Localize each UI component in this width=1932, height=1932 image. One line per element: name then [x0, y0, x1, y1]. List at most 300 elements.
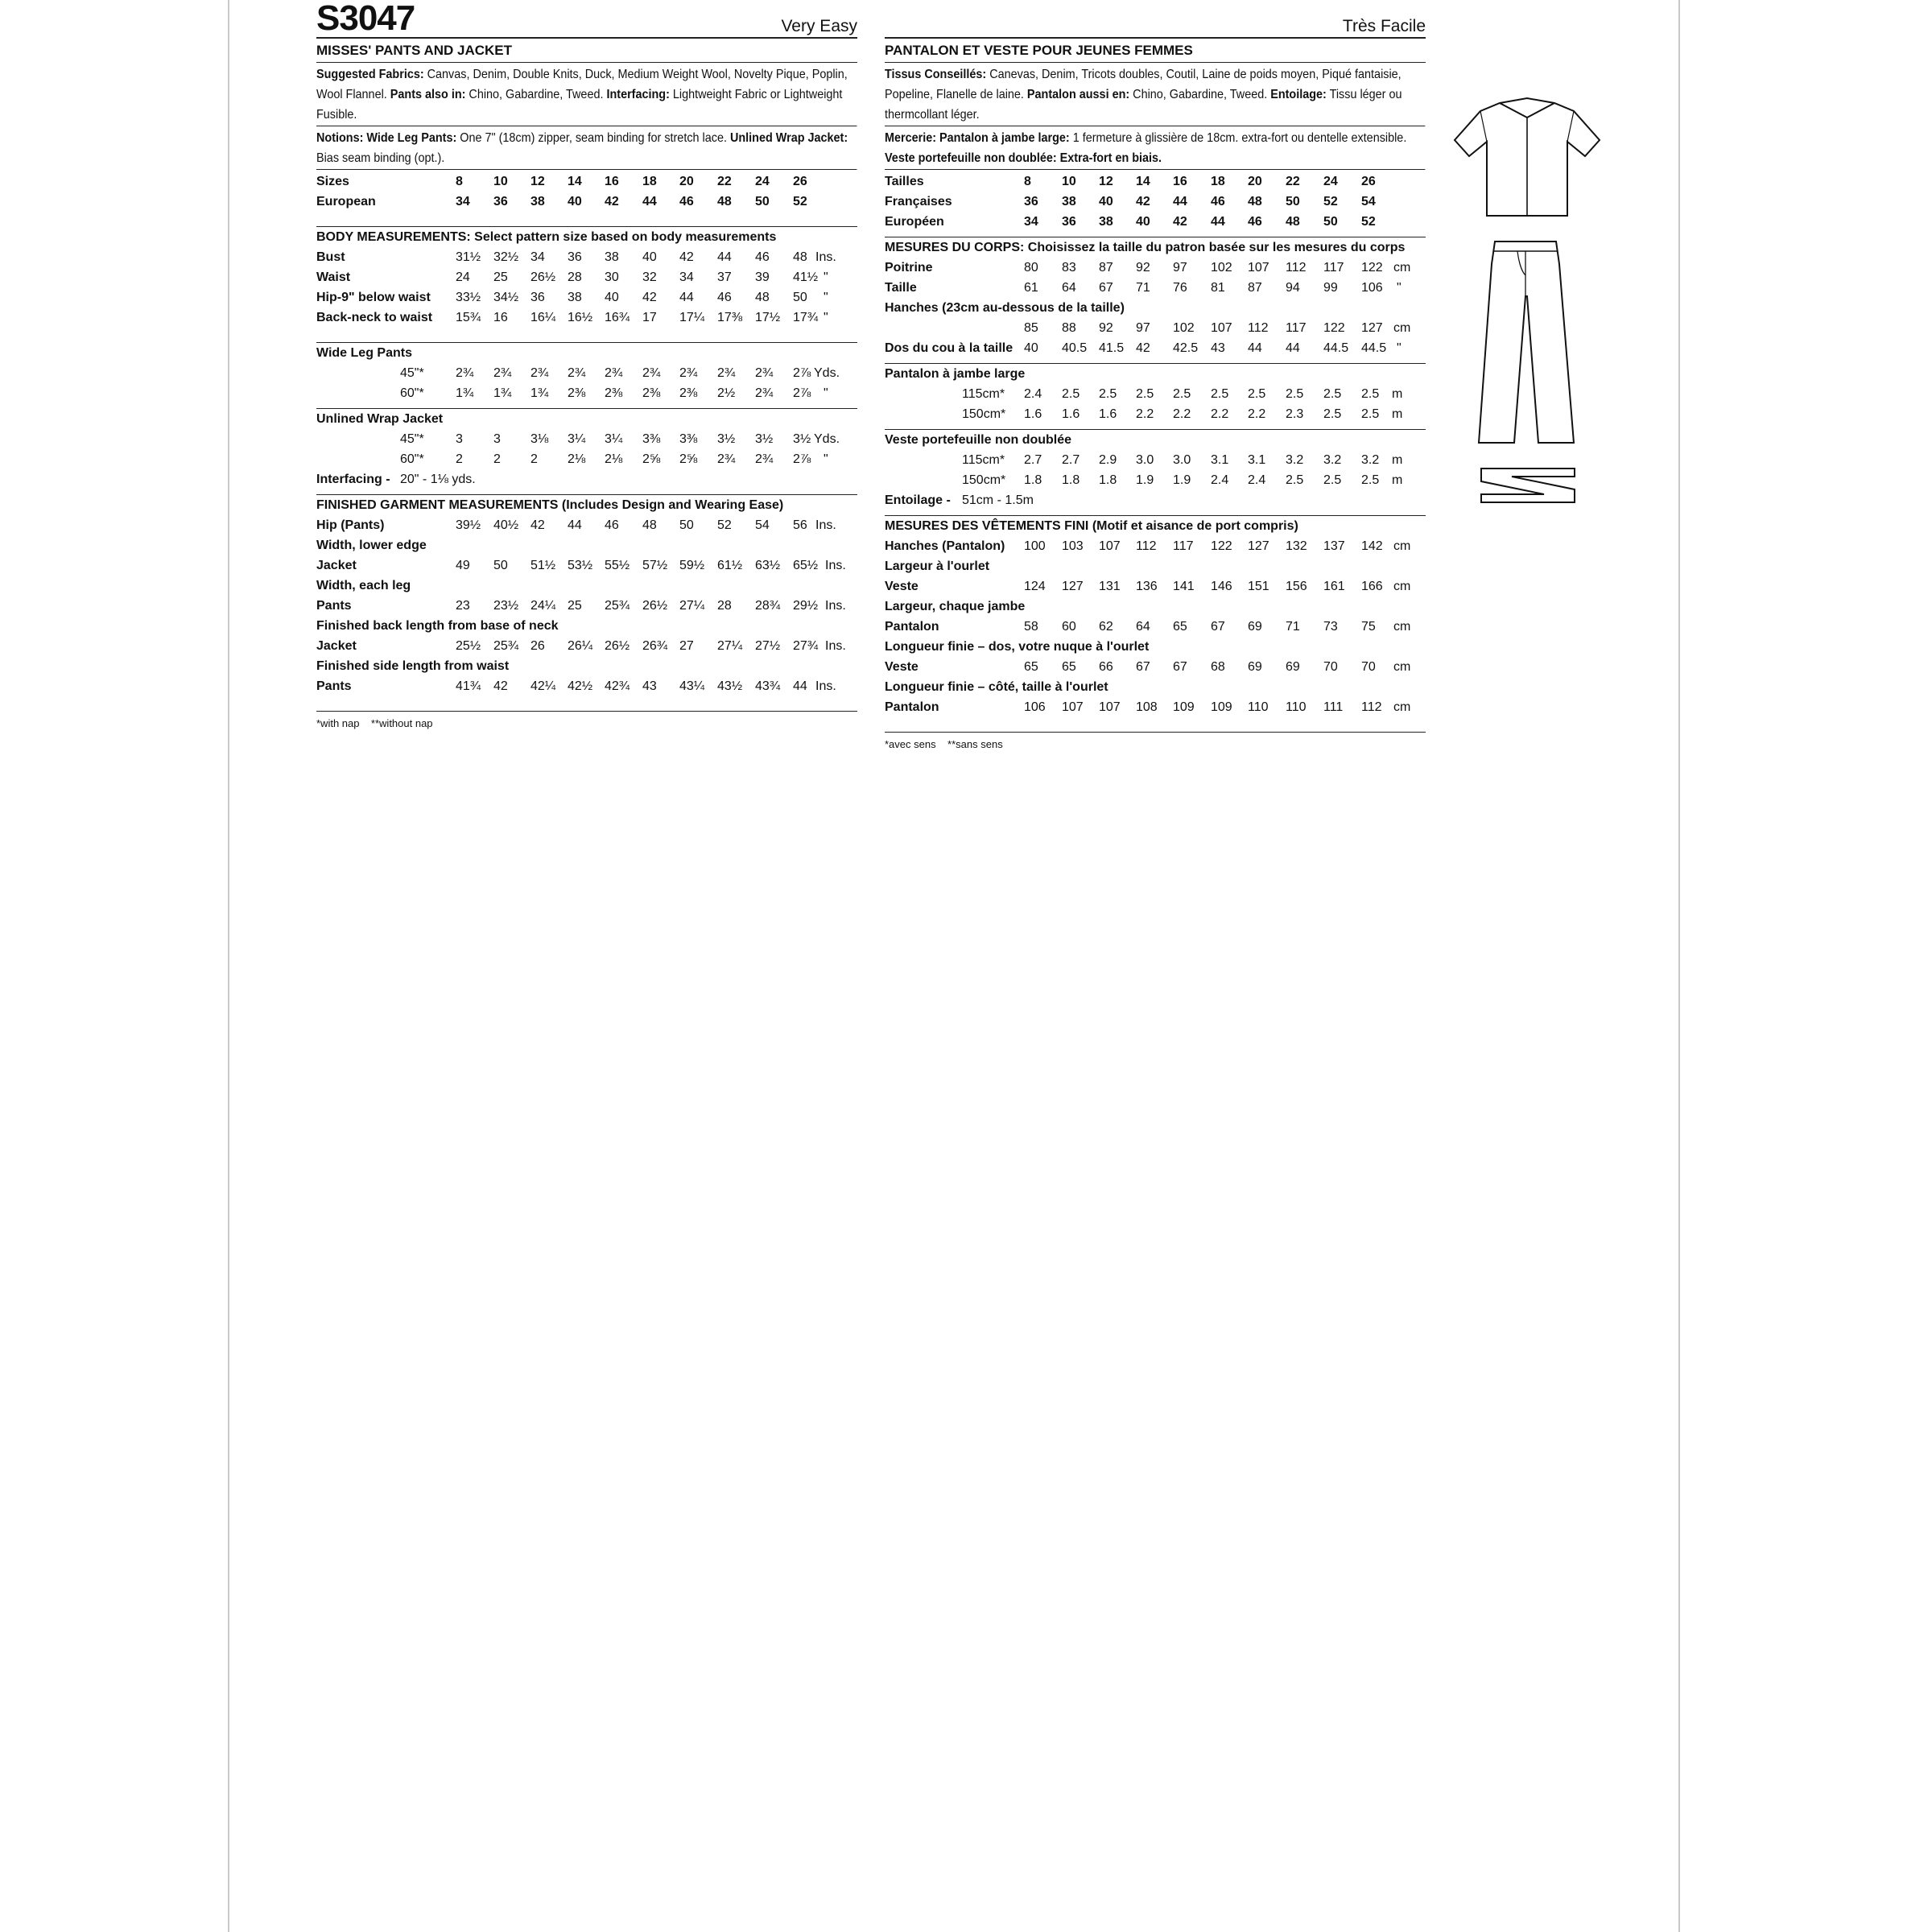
table-cell: 52 [793, 195, 807, 208]
table-cell: 17⅜ [717, 311, 743, 324]
table-cell: 92 [1136, 261, 1150, 275]
table-cell: 52 [1361, 215, 1376, 229]
table-cell: 38 [568, 291, 582, 304]
table-cell: 17½ [755, 311, 781, 324]
subheading-row [316, 616, 857, 636]
subheading-row [885, 298, 1426, 318]
pants-length-row [316, 676, 857, 696]
row-label: 45"* [400, 432, 424, 446]
unit-label: Ins. [815, 679, 836, 693]
table-cell: 70 [1361, 660, 1376, 674]
table-cell: 48 [755, 291, 770, 304]
english-body-measurements [316, 227, 857, 343]
table-cell: 31½ [456, 250, 481, 264]
table-cell: 56 [793, 518, 807, 532]
row-label: Finished side length from waist [316, 659, 510, 673]
table-cell: 27¼ [717, 639, 743, 653]
table-cell: 24¼ [530, 599, 556, 613]
table-cell: 23½ [493, 599, 519, 613]
table-cell: 42 [1136, 341, 1150, 355]
table-cell: 51cm - 1.5m [962, 493, 1034, 507]
table-cell: 2¾ [493, 366, 512, 380]
row-label: Veste [885, 660, 919, 674]
row-label: European [316, 195, 376, 208]
jacket-length-row [316, 636, 857, 656]
table-cell: 117 [1173, 539, 1194, 553]
unit-label: cm [1393, 660, 1411, 674]
french-body-measurements [885, 237, 1426, 364]
table-cell: 1.9 [1136, 473, 1154, 487]
table-cell: 1.6 [1099, 407, 1117, 421]
table-cell: 2 [493, 452, 501, 466]
table-cell: 26 [530, 639, 545, 653]
table-cell: 99 [1323, 281, 1338, 295]
sizes-row [316, 171, 857, 192]
table-cell: 2⅜ [679, 386, 698, 400]
row-label: 150cm* [962, 407, 1006, 421]
table-cell: 2¾ [755, 452, 774, 466]
unit-label: cm [1393, 620, 1411, 634]
table-cell: 25¾ [493, 639, 519, 653]
table-cell: 40 [1024, 341, 1038, 355]
table-cell: 106 [1361, 281, 1383, 295]
french-title: PANTALON ET VESTE POUR JEUNES FEMMES [885, 39, 1426, 63]
table-cell: 88 [1062, 321, 1076, 335]
table-cell: 16 [493, 311, 508, 324]
table-cell: 2¾ [717, 366, 736, 380]
table-cell: 3.1 [1211, 453, 1229, 467]
table-cell: 76 [1173, 281, 1187, 295]
yardage-45-row [316, 363, 857, 383]
table-cell: 44 [1286, 341, 1300, 355]
table-cell: 16¼ [530, 311, 556, 324]
waist-row [316, 267, 857, 287]
row-label: Longueur finie – dos, votre nuque à l'ourlet [885, 640, 1150, 654]
table-cell: 2.3 [1286, 407, 1304, 421]
subheading-row [885, 556, 1426, 576]
english-column [316, 0, 857, 731]
table-cell: 3.0 [1136, 453, 1154, 467]
mesures-corps-heading: MESURES DU CORPS: Choisissez la taille du patron basée sur les mesures du corps [885, 241, 1406, 254]
table-cell: 40 [642, 250, 657, 264]
unit-label: Ins. [815, 518, 836, 532]
table-cell: 2⅛ [568, 452, 586, 466]
table-cell: 46 [717, 291, 732, 304]
table-cell: 24 [456, 270, 470, 284]
table-cell: 87 [1248, 281, 1262, 295]
table-cell: 38 [530, 195, 545, 208]
table-cell: 16 [605, 175, 619, 188]
jacket-illustration [1453, 95, 1602, 221]
pantalon-heading: Pantalon à jambe large [885, 367, 1026, 381]
table-cell: 2.5 [1286, 473, 1304, 487]
row-label: Hanches (Pantalon) [885, 539, 1005, 553]
english-footnote: *with nap **without nap [316, 717, 433, 729]
table-cell: 40 [605, 291, 619, 304]
table-cell: 38 [605, 250, 619, 264]
veste-heading: Veste portefeuille non doublée [885, 433, 1072, 447]
row-label: Interfacing - [316, 473, 390, 486]
table-cell: 48 [717, 195, 732, 208]
french-footnote: *avec sens **sans sens [885, 738, 1003, 750]
jacket-width-row [316, 555, 857, 576]
backneck-row [316, 308, 857, 328]
french-column [885, 0, 1426, 752]
table-cell: 2.5 [1323, 407, 1342, 421]
table-cell: 43¾ [755, 679, 781, 693]
table-cell: 97 [1136, 321, 1150, 335]
unit-label: m [1392, 407, 1403, 421]
table-cell: 70 [1323, 660, 1338, 674]
unit-label: " [824, 452, 828, 466]
unit-label: " [824, 270, 828, 284]
table-cell: 28 [568, 270, 582, 284]
english-size-table [316, 170, 857, 227]
table-cell: 18 [642, 175, 657, 188]
spacer [885, 717, 1426, 727]
table-cell: 34 [679, 270, 694, 284]
unit-label: Yds. [814, 432, 840, 446]
subheading-row [316, 535, 857, 555]
table-cell: 122 [1211, 539, 1232, 553]
table-cell: 124 [1024, 580, 1046, 593]
unit-label: cm [1393, 539, 1411, 553]
table-cell: 117 [1286, 321, 1307, 335]
table-cell: 44 [717, 250, 732, 264]
table-cell: 26 [1361, 175, 1376, 188]
hip-row [316, 287, 857, 308]
metrage-115-row [885, 384, 1426, 404]
pants-illustration [1476, 240, 1577, 446]
table-cell: 41½ [793, 270, 819, 284]
row-label: Back-neck to waist [316, 311, 433, 324]
table-cell: 3½ [717, 432, 736, 446]
pattern-code: S3047 [316, 0, 415, 38]
table-cell: 18 [1211, 175, 1225, 188]
row-label: Pantalon [885, 700, 939, 714]
table-cell: 50 [793, 291, 807, 304]
table-cell: 2⅞ [793, 452, 811, 466]
table-cell: 2.2 [1173, 407, 1191, 421]
table-cell: 83 [1062, 261, 1076, 275]
table-cell: 25¾ [605, 599, 630, 613]
table-cell: 50 [1323, 215, 1338, 229]
table-cell: 64 [1062, 281, 1076, 295]
row-label: Sizes [316, 175, 349, 188]
row-label: Bust [316, 250, 345, 264]
table-cell: 39 [755, 270, 770, 284]
table-cell: 1.9 [1173, 473, 1191, 487]
table-cell: 71 [1136, 281, 1150, 295]
table-cell: 8 [1024, 175, 1031, 188]
row-label: Finished back length from base of neck [316, 619, 559, 633]
table-cell: 50 [493, 559, 508, 572]
table-cell: 85 [1024, 321, 1038, 335]
poitrine-row [885, 258, 1426, 278]
table-cell: 3¼ [605, 432, 623, 446]
unit-label: " [1397, 281, 1402, 295]
yardage-60-row [316, 449, 857, 469]
row-label: 60"* [400, 452, 424, 466]
table-cell: 2.5 [1099, 387, 1117, 401]
table-cell: 112 [1361, 700, 1382, 714]
table-cell: 2⅛ [605, 452, 623, 466]
table-cell: 28 [717, 599, 732, 613]
table-cell: 142 [1361, 539, 1383, 553]
table-cell: 42 [530, 518, 545, 532]
pantalon-longueur-row [885, 697, 1426, 717]
table-cell: 2.2 [1136, 407, 1154, 421]
table-cell: 67 [1173, 660, 1187, 674]
table-cell: 32 [642, 270, 657, 284]
table-cell: 49 [456, 559, 470, 572]
table-cell: 107 [1099, 539, 1121, 553]
row-label: Européen [885, 215, 944, 229]
table-cell: 54 [755, 518, 770, 532]
table-cell: 68 [1211, 660, 1225, 674]
table-cell: 136 [1136, 580, 1158, 593]
table-cell: 2¾ [456, 366, 474, 380]
table-cell: 1¾ [456, 386, 474, 400]
table-cell: 2⅜ [605, 386, 623, 400]
unit-label: cm [1393, 321, 1411, 335]
row-label: Largeur, chaque jambe [885, 600, 1026, 613]
table-cell: 1¾ [493, 386, 512, 400]
table-cell: 14 [568, 175, 582, 188]
table-cell: 17¼ [679, 311, 705, 324]
row-label: Hip (Pants) [316, 518, 385, 532]
table-cell: 1.8 [1024, 473, 1042, 487]
french-finished-measurements [885, 516, 1426, 733]
unit-label: Ins. [825, 599, 846, 613]
table-cell: 12 [530, 175, 545, 188]
table-cell: 50 [1286, 195, 1300, 208]
row-label: Longueur finie – côté, taille à l'ourlet [885, 680, 1108, 694]
table-cell: 3 [456, 432, 463, 446]
unit-label: " [824, 311, 828, 324]
table-cell: 8 [456, 175, 463, 188]
table-cell: 52 [1323, 195, 1338, 208]
table-cell: 3½ [793, 432, 811, 446]
table-cell: 61 [1024, 281, 1038, 295]
table-cell: 3⅛ [530, 432, 549, 446]
table-cell: 50 [755, 195, 770, 208]
table-cell: 3¼ [568, 432, 586, 446]
table-cell: 34 [530, 250, 545, 264]
table-cell: 75 [1361, 620, 1376, 634]
spacer [316, 328, 857, 337]
metrage-150-row [885, 404, 1426, 424]
row-label: 115cm* [962, 387, 1005, 401]
subheading-row [885, 677, 1426, 697]
table-cell: 53½ [568, 559, 593, 572]
spacer [316, 696, 857, 706]
english-wide-leg-pants-yardage [316, 343, 857, 409]
table-cell: 141 [1173, 580, 1195, 593]
table-cell: 94 [1286, 281, 1300, 295]
hip-pants-row [316, 515, 857, 535]
french-jacket-yardage [885, 430, 1426, 516]
table-cell: 71 [1286, 620, 1300, 634]
table-cell: 2.4 [1211, 473, 1229, 487]
table-cell: 110 [1248, 700, 1269, 714]
table-cell: 26¾ [642, 639, 668, 653]
table-cell: 10 [493, 175, 508, 188]
table-cell: 132 [1286, 539, 1307, 553]
table-cell: 12 [1099, 175, 1113, 188]
row-label: Jacket [316, 639, 357, 653]
table-cell: 46 [755, 250, 770, 264]
table-cell: 25 [493, 270, 508, 284]
table-cell: 25½ [456, 639, 481, 653]
table-cell: 69 [1248, 660, 1262, 674]
table-cell: 156 [1286, 580, 1307, 593]
table-cell: 44 [1211, 215, 1225, 229]
wrap-jacket-heading: Unlined Wrap Jacket [316, 412, 444, 426]
row-label: Veste [885, 580, 919, 593]
belt-illustration [1480, 465, 1576, 506]
table-cell: 40.5 [1062, 341, 1088, 355]
veste-longueur-row [885, 657, 1426, 677]
table-cell: 67 [1136, 660, 1150, 674]
body-measurements-heading: BODY MEASUREMENTS: Select pattern size based on body measurements [316, 230, 777, 244]
table-cell: 42¾ [605, 679, 630, 693]
table-cell: 2⅜ [642, 386, 661, 400]
table-cell: 60 [1062, 620, 1076, 634]
table-cell: 16¾ [605, 311, 630, 324]
table-cell: 22 [1286, 175, 1300, 188]
table-cell: 46 [679, 195, 694, 208]
table-cell: 50 [679, 518, 694, 532]
row-label: Hanches (23cm au-dessous de la taille) [885, 301, 1125, 315]
table-cell: 73 [1323, 620, 1338, 634]
table-cell: 1.6 [1062, 407, 1080, 421]
table-cell: 26½ [530, 270, 556, 284]
table-cell: 41¾ [456, 679, 481, 693]
metrage-150-row [885, 470, 1426, 490]
european-row [316, 192, 857, 212]
table-cell: 2¾ [717, 452, 736, 466]
table-cell: 2.5 [1136, 387, 1154, 401]
francaises-row [885, 192, 1426, 212]
table-cell: 33½ [456, 291, 481, 304]
table-cell: 52 [717, 518, 732, 532]
table-cell: 3.2 [1361, 453, 1380, 467]
table-cell: 34 [456, 195, 470, 208]
unit-label: " [1397, 341, 1402, 355]
table-cell: 39½ [456, 518, 481, 532]
table-cell: 26½ [642, 599, 668, 613]
table-cell: 37 [717, 270, 732, 284]
table-cell: 100 [1024, 539, 1046, 553]
table-cell: 44 [793, 679, 807, 693]
row-label: Hip-9" below waist [316, 291, 431, 304]
table-cell: 2½ [717, 386, 736, 400]
table-cell: 34½ [493, 291, 519, 304]
table-cell: 38 [1099, 215, 1113, 229]
english-notions: Notions: Wide Leg Pants: One 7" (18cm) zipper, seam binding for stretch lace. Unlined Wrap Jacket: Bias seam binding (opt.). [316, 126, 857, 170]
table-cell: 65½ [793, 559, 819, 572]
dos-row [885, 338, 1426, 358]
mesures-vetements-heading: MESURES DES VÊTEMENTS FINI (Motif et aisance de port compris) [885, 519, 1298, 533]
table-cell: 109 [1173, 700, 1195, 714]
table-cell: 44 [1248, 341, 1262, 355]
table-cell: 69 [1248, 620, 1262, 634]
table-cell: 103 [1062, 539, 1084, 553]
table-cell: 36 [1024, 195, 1038, 208]
table-cell: 16 [1173, 175, 1187, 188]
table-cell: 61½ [717, 559, 743, 572]
table-cell: 2⅞ [793, 366, 811, 380]
table-cell: 107 [1099, 700, 1121, 714]
table-cell: 44 [642, 195, 657, 208]
metrage-115-row [885, 450, 1426, 470]
table-cell: 112 [1286, 261, 1307, 275]
table-cell: 42 [1136, 195, 1150, 208]
entoilage-row [885, 490, 1426, 510]
row-label: 45"* [400, 366, 424, 380]
table-cell: 36 [568, 250, 582, 264]
subheading-row [885, 637, 1426, 657]
subheading-row [885, 597, 1426, 617]
table-cell: 27¾ [793, 639, 819, 653]
pantalon-largeur-row [885, 617, 1426, 637]
table-cell: 2¾ [605, 366, 623, 380]
table-cell: 27¼ [679, 599, 705, 613]
table-cell: 41.5 [1099, 341, 1125, 355]
table-cell: 42¼ [530, 679, 556, 693]
table-cell: 146 [1211, 580, 1232, 593]
table-cell: 34 [1024, 215, 1038, 229]
table-cell: 2¾ [755, 386, 774, 400]
table-cell: 2¾ [679, 366, 698, 380]
table-cell: 127 [1361, 321, 1383, 335]
table-cell: 151 [1248, 580, 1269, 593]
page-left-edge [228, 0, 229, 1932]
table-cell: 67 [1211, 620, 1225, 634]
table-cell: 36 [493, 195, 508, 208]
table-cell: 3⅜ [642, 432, 661, 446]
table-cell: 48 [1248, 195, 1262, 208]
table-cell: 81 [1211, 281, 1225, 295]
table-cell: 64 [1136, 620, 1150, 634]
table-cell: 43½ [717, 679, 743, 693]
table-cell: 112 [1248, 321, 1269, 335]
table-cell: 2⅜ [568, 386, 586, 400]
table-cell: 43¼ [679, 679, 705, 693]
table-cell: 107 [1248, 261, 1269, 275]
table-cell: 1.6 [1024, 407, 1042, 421]
table-cell: 57½ [642, 559, 668, 572]
table-cell: 55½ [605, 559, 630, 572]
unit-label: Yds. [814, 366, 840, 380]
row-label: Width, lower edge [316, 539, 427, 552]
table-cell: 15¾ [456, 311, 481, 324]
row-label: Tailles [885, 175, 924, 188]
row-label: 60"* [400, 386, 424, 400]
taille-row [885, 278, 1426, 298]
difficulty-fr: Très Facile [1342, 17, 1426, 35]
table-cell: 14 [1136, 175, 1150, 188]
table-cell: 122 [1323, 321, 1345, 335]
table-cell: 38 [1062, 195, 1076, 208]
french-header [885, 0, 1426, 39]
table-cell: 25 [568, 599, 582, 613]
table-cell: 40 [568, 195, 582, 208]
table-cell: 22 [717, 175, 732, 188]
table-cell: 26¼ [568, 639, 593, 653]
table-cell: 44.5 [1323, 341, 1349, 355]
